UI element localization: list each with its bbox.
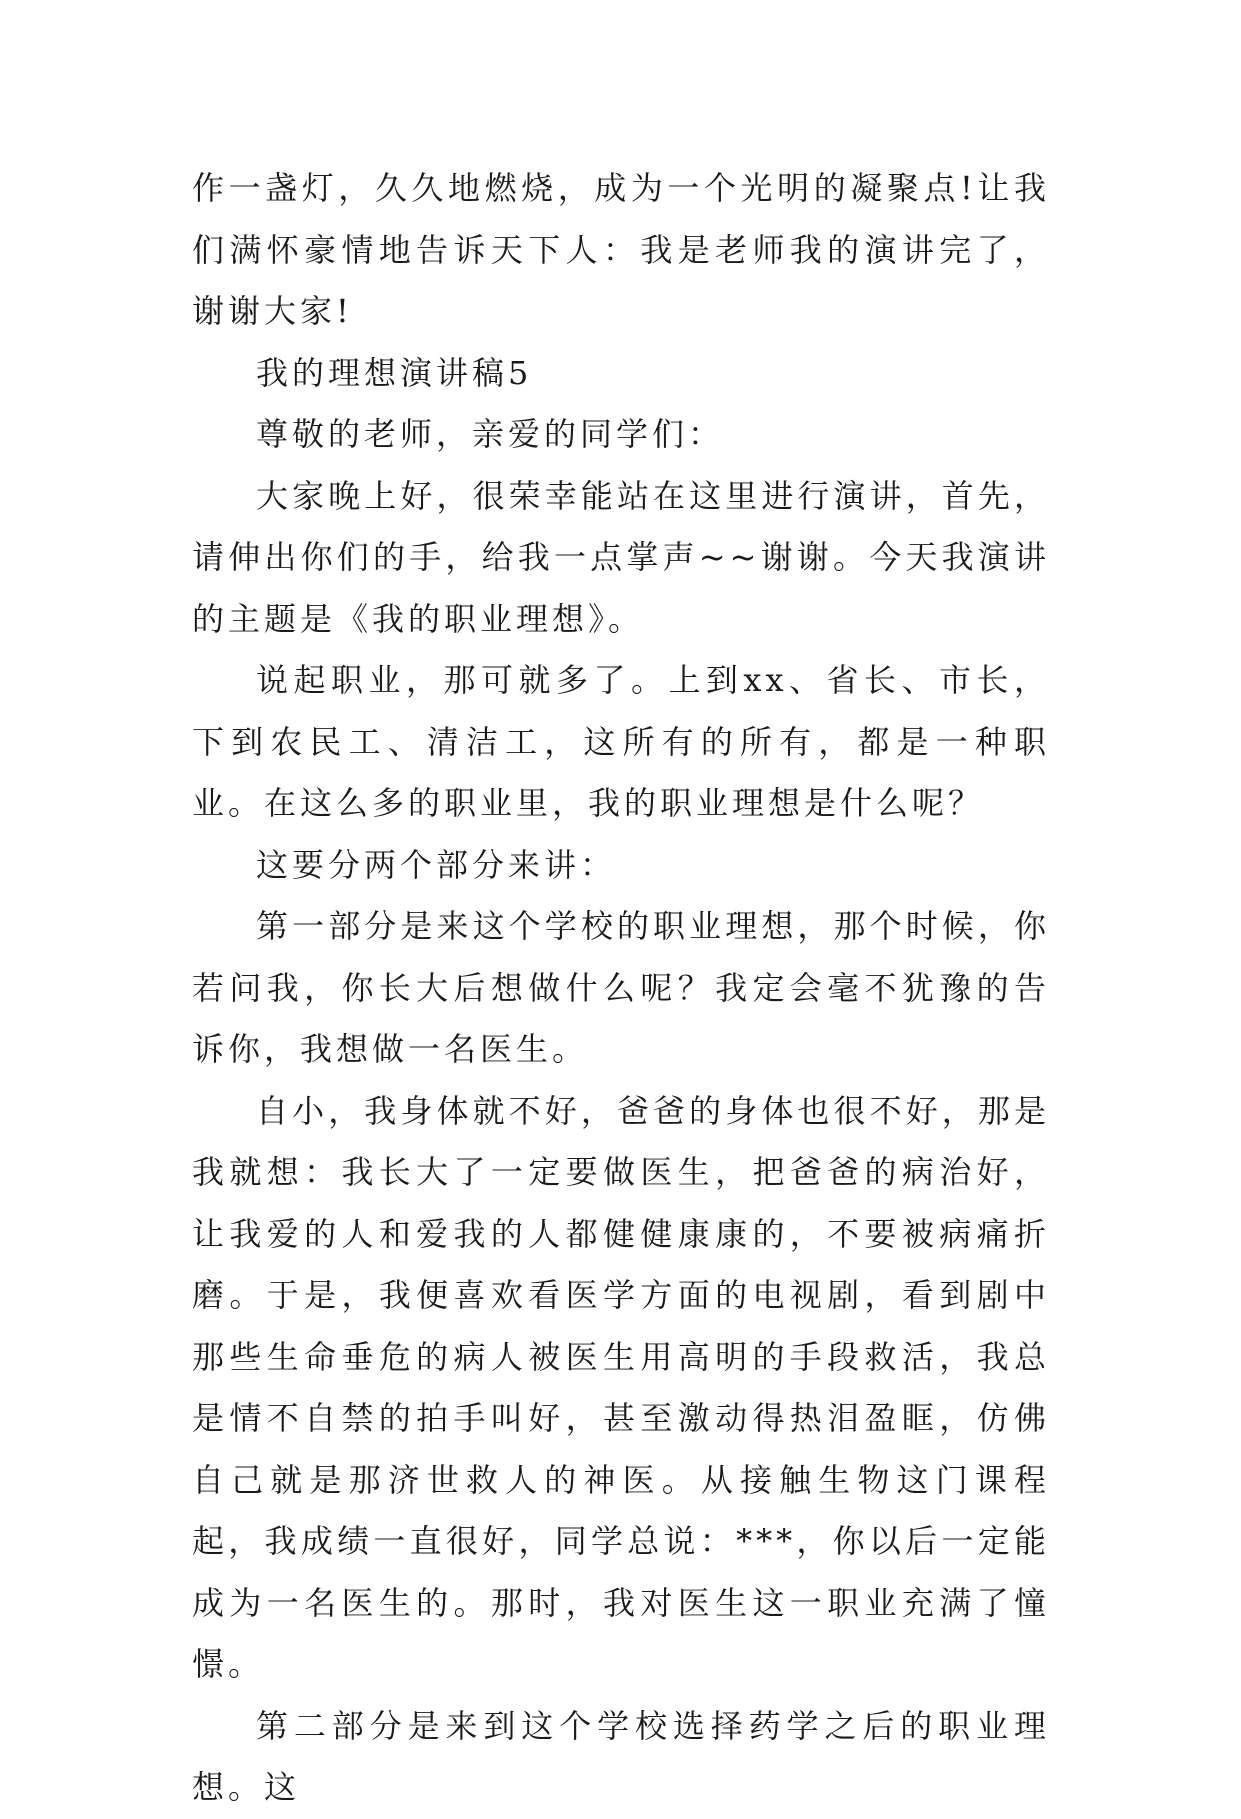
document-page bbox=[192, 158, 1050, 1819]
paragraph-childhood: 自小，我身体就不好，爸爸的身体也很不好，那是我就想：我长大了一定要做医生，把爸爸的病治好，让我爱的人和爱我的人都健健康康的，不要被病痛折磨。于是，我便喜欢看医学方面的电视剧，看到剧中那些生命垂危的病人被医生用高明的手段救活，我总是情不自禁的拍手叫好，甚至激动得热泪盈眶，仿佛自己就是那济世救人的神医。从接触生物这门课程起，我成绩一直很好，同学总说：***，你以后一定能成为一名医生的。那时，我对医生这一职业充满了憧憬。 bbox=[192, 1091, 1050, 1683]
paragraph-greeting: 大家晚上好，很荣幸能站在这里进行演讲，首先，请伸出你们的手，给我一点掌声~~谢谢。今天我演讲的主题是《我的职业理想》。 bbox=[192, 476, 1050, 638]
paragraph-part-one: 第一部分是来这个学校的职业理想，那个时候，你若问我，你长大后想做什么呢？我定会毫不犹豫的告诉你，我想做一名医生。 bbox=[192, 907, 1050, 1068]
paragraph-salutation: 尊敬的老师，亲爱的同学们： bbox=[256, 415, 725, 453]
paragraph-careers: 说起职业，那可就多了。上到xx、省长、市长，下到农民工、清洁工，这所有的所有，都是一种职业。在这么多的职业里，我的职业理想是什么呢？ bbox=[192, 661, 1050, 822]
paragraph-part-two: 第二部分是来到这个学校选择药学之后的职业理想。这 bbox=[192, 1706, 1050, 1806]
section-heading-speech-5: 我的理想演讲稿5 bbox=[256, 353, 533, 392]
paragraph-two-parts: 这要分两个部分来讲： bbox=[256, 845, 617, 884]
paragraph-teacher-closing: 作一盏灯，久久地燃烧，成为一个光明的凝聚点!让我们满怀豪情地告诉天下人：我是老师我的演讲完了，谢谢大家! bbox=[192, 169, 1050, 330]
